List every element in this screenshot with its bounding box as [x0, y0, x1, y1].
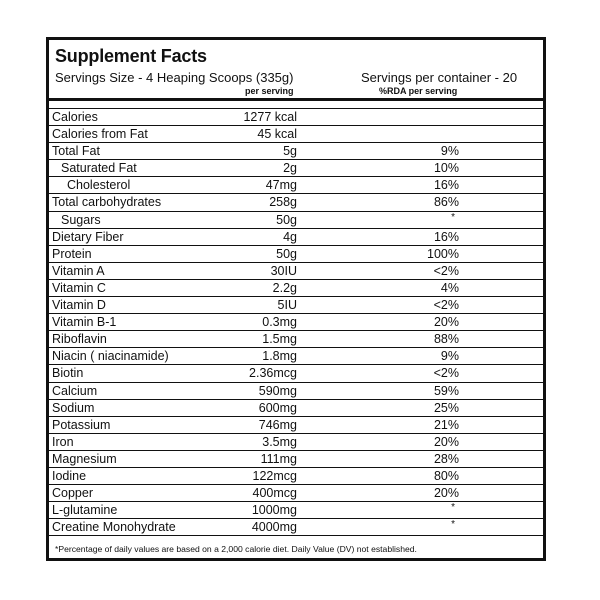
nutrient-amount: 50g: [276, 212, 297, 227]
nutrient-rda: 25%: [433, 400, 459, 415]
nutrient-name: Calories from Fat: [52, 127, 148, 142]
table-row: [49, 297, 543, 314]
nutrient-rda: *: [451, 211, 455, 223]
nutrient-rda: 20%: [433, 315, 459, 330]
nutrient-name: Potassium: [52, 417, 111, 432]
nutrient-amount: 122mcg: [252, 468, 297, 483]
table-row: [49, 519, 543, 536]
panel-title: Supplement Facts: [55, 46, 207, 66]
nutrient-rda: 10%: [433, 161, 459, 176]
table-row: [49, 417, 543, 434]
nutrient-rda: <2%: [433, 298, 459, 313]
table-row: [49, 143, 543, 160]
nutrient-name: Copper: [52, 486, 93, 501]
nutrient-name: Riboflavin: [52, 332, 107, 347]
table-row: [49, 331, 543, 348]
serving-size: Servings Size - 4 Heaping Scoops (335g): [55, 70, 294, 85]
nutrient-name: Total carbohydrates: [52, 195, 162, 210]
table-row: [49, 212, 543, 229]
nutrient-amount: 1.5mg: [262, 332, 297, 347]
nutrient-rda: 86%: [433, 195, 459, 210]
nutrient-rda: 21%: [433, 417, 459, 432]
nutrient-rda: 100%: [427, 246, 459, 261]
nutrient-rda: *: [451, 502, 455, 514]
nutrient-amount: 45 kcal: [257, 127, 297, 142]
nutrient-rda: 88%: [433, 332, 459, 347]
nutrient-name: Biotin: [52, 366, 84, 381]
nutrient-amount: 400mcg: [252, 486, 297, 501]
table-row: [49, 434, 543, 451]
nutrient-name: Cholesterol: [67, 178, 131, 193]
nutrient-name: Vitamin C: [52, 280, 106, 295]
nutrient-name: Saturated Fat: [61, 161, 137, 176]
nutrient-name: Sugars: [61, 212, 101, 227]
nutrient-rda: 28%: [433, 451, 459, 466]
nutrient-amount: 0.3mg: [262, 315, 297, 330]
table-row: [49, 365, 543, 382]
nutrient-rda: 20%: [433, 486, 459, 501]
nutrient-table: [49, 109, 543, 536]
nutrient-amount: 2.36mcg: [249, 366, 297, 381]
nutrient-rda: *: [451, 519, 455, 531]
table-row: [49, 348, 543, 365]
nutrient-amount: 47mg: [265, 178, 297, 193]
nutrient-rda: 16%: [433, 229, 459, 244]
table-row: [49, 485, 543, 502]
rda-heading: %RDA per serving: [379, 86, 458, 96]
table-row: [49, 400, 543, 417]
nutrient-amount: 3.5mg: [262, 434, 297, 449]
nutrient-name: Iodine: [52, 468, 87, 483]
nutrient-rda: <2%: [433, 366, 459, 381]
nutrient-name: Magnesium: [52, 451, 117, 466]
nutrient-rda: <2%: [433, 263, 459, 278]
servings-per-container: Servings per container - 20: [361, 70, 518, 85]
nutrient-name: L-glutamine: [52, 503, 118, 518]
nutrient-amount: 5g: [283, 144, 297, 159]
nutrient-amount: 600mg: [258, 400, 297, 415]
table-row: [49, 246, 543, 263]
nutrient-amount: 1.8mg: [262, 349, 297, 364]
table-row: [49, 280, 543, 297]
supplement-facts-panel: [46, 37, 546, 561]
table-row: [49, 109, 543, 126]
nutrient-name: Protein: [52, 246, 92, 261]
nutrient-name: Dietary Fiber: [52, 229, 124, 244]
nutrient-amount: 4g: [283, 229, 297, 244]
nutrient-name: Vitamin A: [52, 263, 105, 278]
nutrient-name: Vitamin B-1: [52, 315, 117, 330]
nutrient-amount: 1000mg: [251, 503, 297, 518]
nutrient-amount: 5IU: [277, 298, 297, 313]
table-row: [49, 383, 543, 400]
table-row: [49, 194, 543, 211]
table-row: [49, 126, 543, 143]
table-row: [49, 502, 543, 519]
nutrient-name: Calcium: [52, 383, 98, 398]
nutrient-amount: 2g: [283, 161, 297, 176]
per-serving-heading: per serving: [245, 86, 294, 96]
nutrient-name: Total Fat: [52, 144, 100, 159]
footnote: *Percentage of daily values are based on a 2,000 calorie diet. Daily Value (DV) not established.: [55, 544, 417, 554]
nutrient-amount: 50g: [276, 246, 297, 261]
table-row: [49, 314, 543, 331]
table-row: [49, 229, 543, 246]
nutrient-name: Iron: [52, 434, 74, 449]
nutrient-amount: 2.2g: [272, 280, 297, 295]
nutrient-amount: 1277 kcal: [243, 110, 297, 124]
nutrient-rda: 9%: [440, 349, 459, 364]
nutrient-name: Calories: [52, 110, 98, 124]
header-rule: [49, 98, 543, 101]
nutrient-rda: 59%: [433, 383, 459, 398]
nutrient-name: Sodium: [52, 400, 95, 415]
nutrient-rda: 20%: [433, 434, 459, 449]
table-row: [49, 451, 543, 468]
nutrient-amount: 746mg: [258, 417, 297, 432]
table-row: [49, 263, 543, 280]
nutrient-rda: 16%: [433, 178, 459, 193]
nutrient-rda: 9%: [440, 144, 459, 159]
nutrient-name: Niacin ( niacinamide): [52, 349, 169, 364]
nutrient-amount: 590mg: [258, 383, 297, 398]
nutrient-name: Creatine Monohydrate: [52, 520, 176, 535]
nutrient-amount: 4000mg: [251, 520, 297, 535]
table-row: [49, 160, 543, 177]
table-row: [49, 468, 543, 485]
nutrient-rda: 80%: [433, 468, 459, 483]
nutrient-amount: 258g: [269, 195, 297, 210]
table-row: [49, 177, 543, 194]
nutrient-amount: 30IU: [270, 263, 297, 278]
nutrient-rda: 4%: [440, 280, 459, 295]
nutrient-amount: 111mg: [260, 451, 297, 466]
nutrient-name: Vitamin D: [52, 298, 106, 313]
